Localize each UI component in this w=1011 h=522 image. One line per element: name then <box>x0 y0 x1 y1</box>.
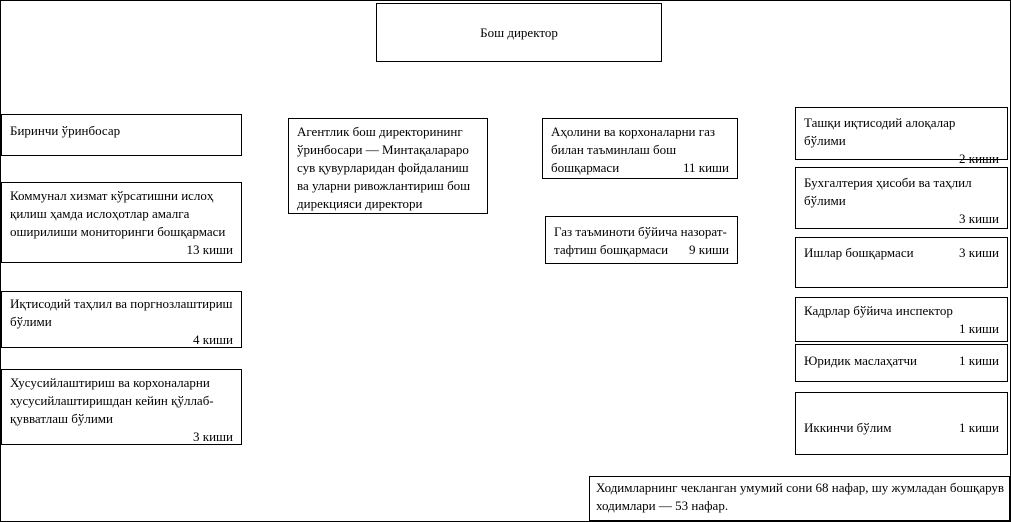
box-title: Юридик маслаҳатчи <box>804 353 918 368</box>
box-title: Ташқи иқтисодий алоқалар бўлими <box>804 115 956 148</box>
box-staff-count: 13 киши <box>186 242 233 257</box>
org-box-agency-deputy-director <box>288 118 488 214</box>
org-box-gas-supply-department <box>542 118 738 179</box>
org-box-hr-inspector <box>795 297 1008 342</box>
box-title: Агентлик бош директорининг ўринбосари — Минтақалараро сув қувурларидан фойдаланиш ва уларни ривожлантириш бош дирекцияси директори <box>297 124 471 211</box>
org-box-accounting-analysis <box>795 167 1008 229</box>
box-staff-count: 9 киши <box>689 242 729 257</box>
org-box-privatization-support <box>1 369 242 445</box>
box-title: Коммунал хизмат кўрсатишни ислоҳ қилиш ҳамда ислоҳотлар амалга оширилиши мониторинги бошқармаси <box>10 188 226 239</box>
org-box-foreign-economic-relations <box>795 107 1008 166</box>
box-staff-count: 3 киши <box>959 211 999 226</box>
org-box-second-department <box>795 392 1008 455</box>
box-title: Бош директор <box>480 24 558 40</box>
org-box-first-deputy <box>1 114 242 156</box>
box-title: Бухгалтерия ҳисоби ва таҳлил бўлими <box>804 175 972 208</box>
box-staff-count: 3 киши <box>193 429 233 444</box>
footnote-text: Ходимларнинг чекланган умумий сони 68 нафар, шу жумладан бошқарув ходимлари — 53 нафар. <box>596 480 1005 513</box>
box-title: Кадрлар бўйича инспектор <box>804 303 953 318</box>
org-box-communal-services-monitoring <box>1 182 242 263</box>
org-box-legal-advisor <box>795 344 1008 382</box>
box-staff-count: 1 киши <box>959 321 999 336</box>
box-title: Аҳолини ва корхоналарни газ билан таъминлаш бош бошқармаси <box>551 124 715 175</box>
org-footnote-total-staff <box>589 476 1010 521</box>
box-title: Иқтисодий таҳлил ва поргнозлаштириш бўлими <box>10 296 233 329</box>
box-title: Ишлар бошқармаси <box>804 245 914 260</box>
box-staff-count: 2 киши <box>959 151 999 166</box>
box-staff-count: 11 киши <box>682 160 729 175</box>
box-staff-count: 3 киши <box>959 245 999 260</box>
box-title: Иккинчи бўлим <box>804 420 892 435</box>
box-title: Газ таъминоти бўйича назорат-тафтиш бошқармаси <box>554 224 727 257</box>
org-box-general-director <box>376 3 662 62</box>
box-title: Биринчи ўринбосар <box>10 123 121 138</box>
box-title: Хусусийлаштириш ва корхоналарни хусусийлаштиришдан кейин қўллаб-қувватлаш бўлими <box>10 375 214 426</box>
org-box-gas-control-audit <box>545 216 738 264</box>
box-staff-count: 1 киши <box>959 353 999 368</box>
box-staff-count: 4 киши <box>193 332 233 347</box>
org-box-affairs-department <box>795 237 1008 288</box>
box-staff-count: 1 киши <box>959 420 999 435</box>
org-box-economic-analysis <box>1 291 242 348</box>
